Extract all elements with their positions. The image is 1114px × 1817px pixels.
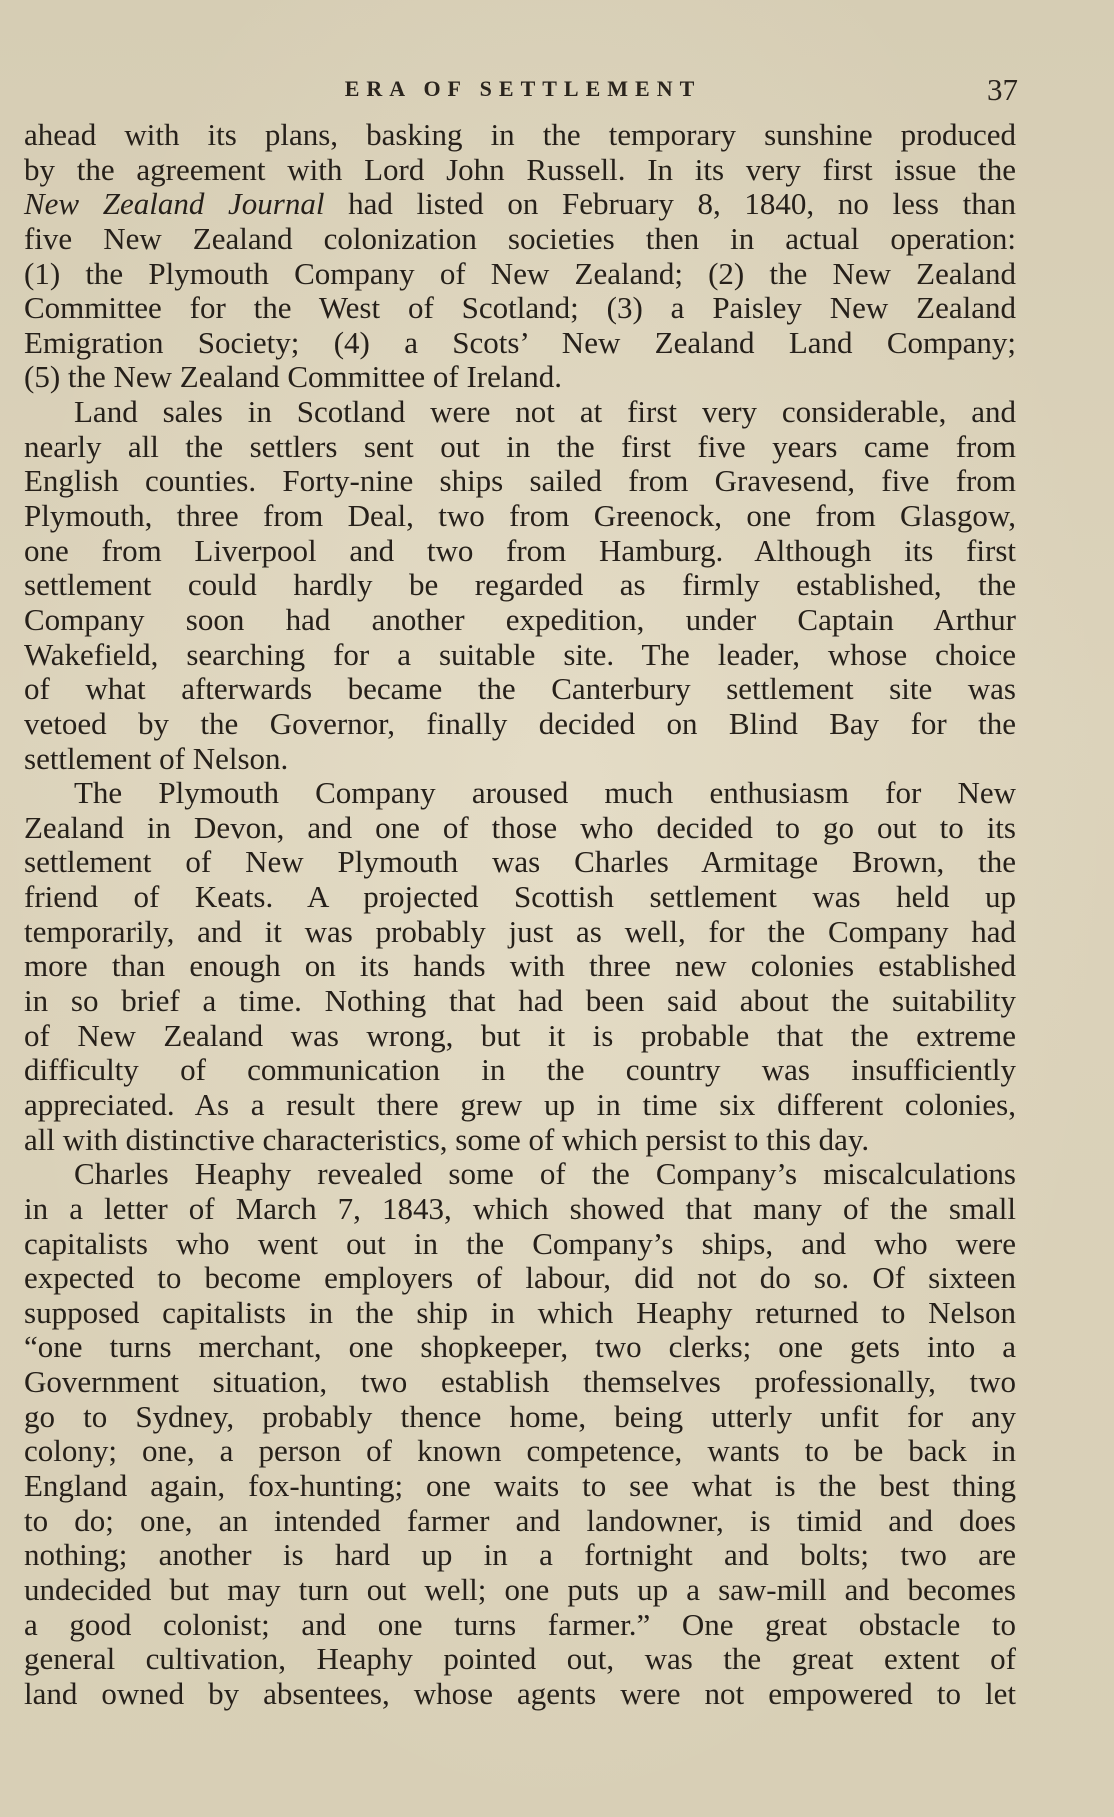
running-title: ERA OF SETTLEMENT: [344, 76, 702, 101]
text-line: all with distinctive characteristics, some of which persist to this day.: [24, 1121, 870, 1157]
text-line: (1) the Plymouth Company of New Zealand; (2) the New Zealand: [24, 255, 1016, 291]
text-line: in a letter of March 7, 1843, which showed that many of the small: [24, 1190, 1016, 1226]
text-line: England again, fox-hunting; one waits to see what is the best thing: [24, 1467, 1016, 1503]
text-line: capitalists who went out in the Company’s ships, and who were: [24, 1225, 1016, 1261]
text-line: go to Sydney, probably thence home, being utterly unfit for any: [24, 1398, 1016, 1434]
text-line: general cultivation, Heaphy pointed out, was the great extent of: [24, 1641, 1016, 1677]
text-line: ahead with its plans, basking in the temporary sunshine produced: [24, 117, 1016, 152]
text-line: settlement of New Plymouth was Charles Armitage Brown, the: [24, 844, 1016, 880]
text-line: “one turns merchant, one shopkeeper, two clerks; one gets into a: [24, 1329, 1016, 1365]
text-line: expected to become employers of labour, did not do so. Of sixteen: [24, 1260, 1016, 1296]
text-line: a good colonist; and one turns farmer.” One great obstacle to: [24, 1606, 1016, 1642]
text-line: vetoed by the Governor, finally decided on Blind Bay for the: [24, 705, 1016, 741]
text-line: of what afterwards became the Canterbury settlement site was: [24, 671, 1016, 707]
journal-title: New Zealand Journal: [24, 186, 325, 222]
text-line: Zealand in Devon, and one of those who decided to go out to its: [24, 809, 1016, 845]
text-line: in so brief a time. Nothing that had been said about the suitability: [24, 983, 1016, 1019]
text-line: (5) the New Zealand Committee of Ireland.: [24, 359, 562, 395]
running-head: [28, 72, 1018, 112]
paragraph-start: Charles Heaphy revealed some of the Company’s miscalculations: [74, 1156, 1016, 1192]
text-line: Government situation, two establish themselves professionally, two: [24, 1364, 1016, 1400]
text-line: settlement of Nelson.: [24, 740, 289, 776]
text-line: by the agreement with Lord John Russell. In its very first issue the: [24, 151, 1016, 187]
text-line: undecided but may turn out well; one puts up a saw-mill and becomes: [24, 1571, 1016, 1607]
text-line: one from Liverpool and two from Hamburg. Although its first: [24, 532, 1016, 568]
text-line: settlement could hardly be regarded as firmly established, the: [24, 567, 1016, 603]
text-line: appreciated. As a result there grew up in time six different colonies,: [24, 1086, 1016, 1122]
page-number: 37: [987, 72, 1018, 107]
body-text: [24, 118, 1016, 1711]
text-line: five New Zealand colonization societies then in actual operation:: [24, 220, 1016, 256]
text-line: Company soon had another expedition, under Captain Arthur: [24, 601, 1016, 637]
text-line: of New Zealand was wrong, but it is probable that the extreme: [24, 1017, 1016, 1053]
text-line: Wakefield, searching for a suitable site. The leader, whose choice: [24, 636, 1016, 672]
text-line: colony; one, a person of known competence, wants to be back in: [24, 1433, 1016, 1469]
text-line: nearly all the settlers sent out in the first five years came from: [24, 428, 1016, 464]
paragraph-start: The Plymouth Company aroused much enthusiasm for New: [74, 775, 1016, 811]
text-line: friend of Keats. A projected Scottish settlement was held up: [24, 879, 1016, 915]
text-line: Plymouth, three from Deal, two from Greenock, one from Glasgow,: [24, 498, 1016, 534]
text-line: more than enough on its hands with three new colonies established: [24, 948, 1016, 984]
text-line-journal-title: [24, 187, 1016, 222]
text-line: Emigration Society; (4) a Scots’ New Zealand Land Company;: [24, 324, 1016, 360]
text-line: nothing; another is hard up in a fortnight and bolts; two are: [24, 1537, 1016, 1573]
text-line: land owned by absentees, whose agents were not empowered to let: [24, 1675, 1016, 1711]
text-fragment: had listed on February 8, 1840, no less than: [324, 186, 1016, 222]
text-line: supposed capitalists in the ship in which Heaphy returned to Nelson: [24, 1294, 1016, 1330]
paragraph-start: Land sales in Scotland were not at first very considerable, and: [74, 394, 1016, 430]
text-line: difficulty of communication in the country was insufficiently: [24, 1052, 1016, 1088]
text-line: English counties. Forty-nine ships sailed from Gravesend, five from: [24, 463, 1016, 499]
text-line: Committee for the West of Scotland; (3) a Paisley New Zealand: [24, 290, 1016, 326]
text-line: to do; one, an intended farmer and landowner, is timid and does: [24, 1502, 1016, 1538]
text-line: temporarily, and it was probably just as well, for the Company had: [24, 913, 1016, 949]
